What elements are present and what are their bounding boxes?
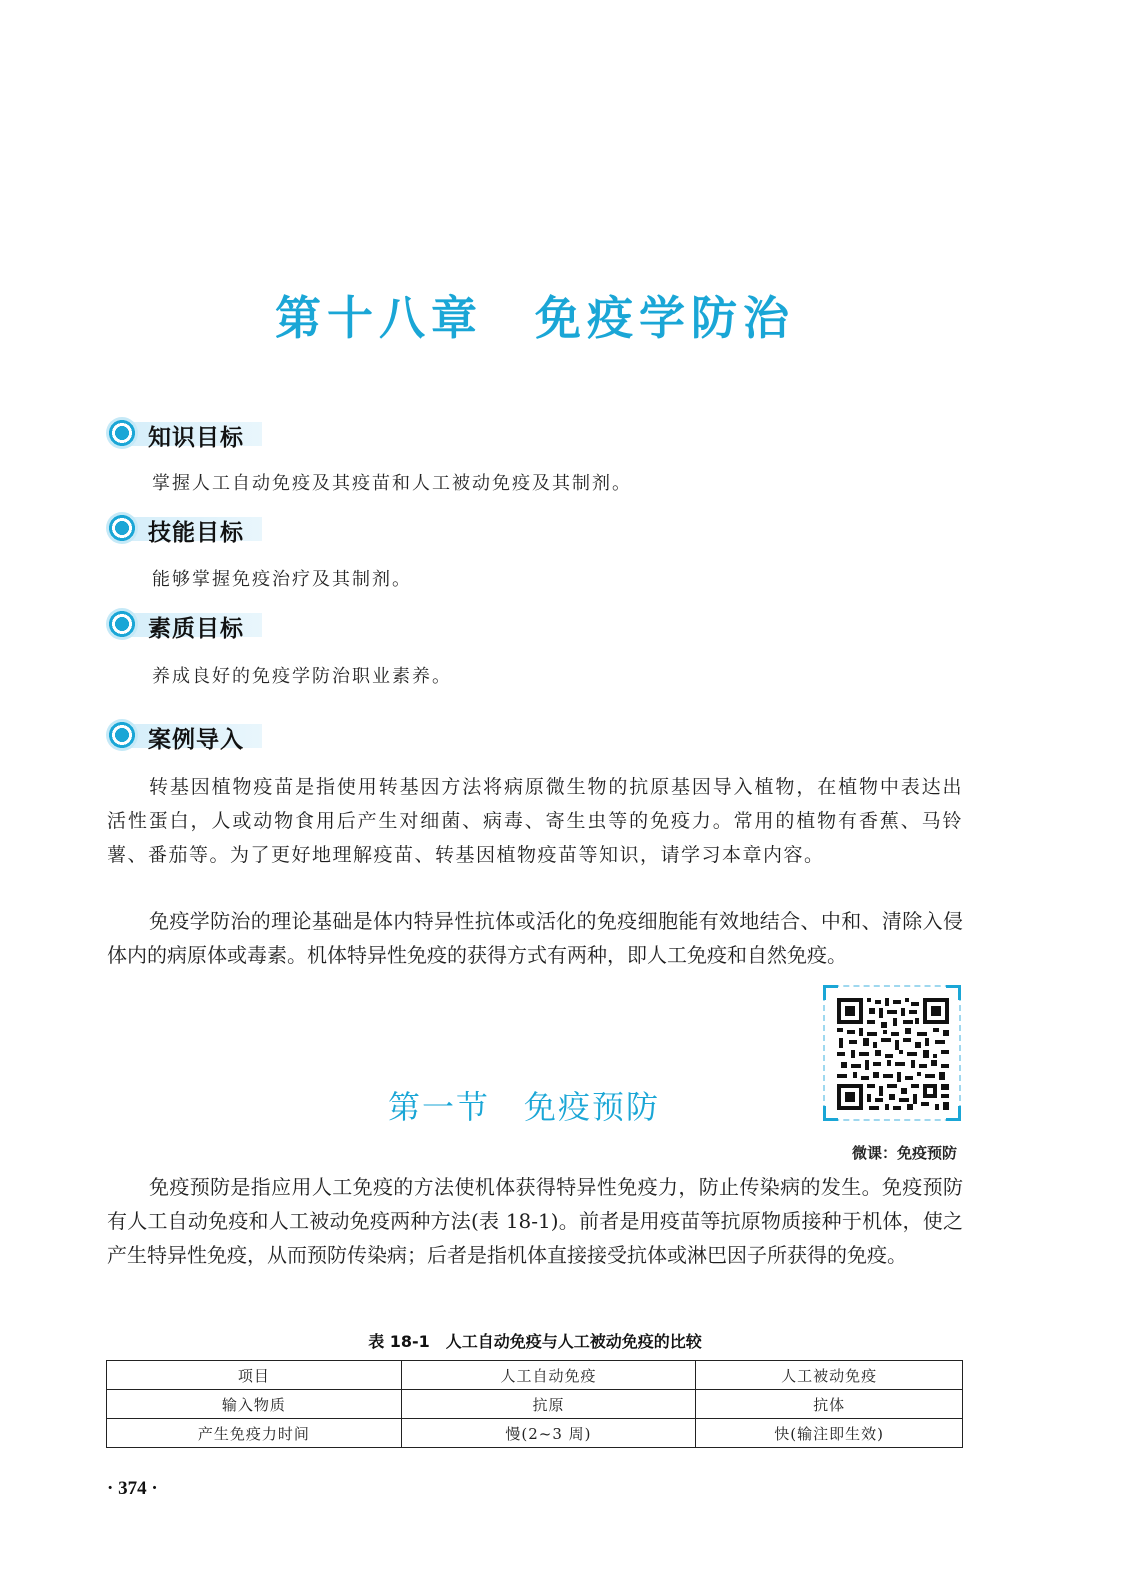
table-cell: 输入物质 [107, 1390, 402, 1419]
table-cell: 快(输注即生效) [696, 1419, 963, 1448]
objective-heading-quality [106, 607, 262, 641]
target-icon [106, 417, 138, 449]
table-header-row [107, 1361, 963, 1390]
comparison-table [106, 1360, 963, 1448]
objective-text-knowledge: 掌握人工自动免疫及其疫苗和人工被动免疫及其制剂。 [152, 473, 632, 494]
table-header-cell: 项目 [107, 1361, 402, 1390]
chapter-title: 第十八章 免疫学防治 [275, 291, 795, 345]
frame-corner [823, 1106, 838, 1121]
table-cell: 产生免疫力时间 [107, 1419, 402, 1448]
table-header-cell: 人工被动免疫 [696, 1361, 963, 1390]
page-number: · 374 · [107, 1478, 158, 1499]
qr-caption: 微课：免疫预防 [851, 1144, 957, 1162]
section-paragraph: 免疫预防是指应用人工免疫的方法使机体获得特异性免疫力，防止传染病的发生。免疫预防有人工自动免疫和人工被动免疫两种方法(表 18-1)。前者是用疫苗等抗原物质接种于机体，使之产生特异性免疫，从而预防传染病；后者是指机体直接接受抗体或淋巴因子所获得的免疫。 [107, 1175, 963, 1267]
table-cell: 抗体 [696, 1390, 963, 1419]
case-intro-heading [106, 718, 262, 752]
target-icon [106, 512, 138, 544]
qr-code-frame[interactable] [823, 985, 961, 1121]
case-intro-text: 转基因植物疫苗是指使用转基因方法将病原微生物的抗原基因导入植物，在植物中表达出活性蛋白，人或动物食用后产生对细菌、病毒、寄生虫等的免疫力。常用的植物有香蕉、马铃薯、番茄等。为了更好地理解疫苗、转基因植物疫苗等知识，请学习本章内容。 [107, 776, 963, 866]
heading-label: 案例导入 [148, 727, 244, 753]
objective-heading-skill [106, 511, 262, 545]
intro-paragraph: 免疫学防治的理论基础是体内特异性抗体或活化的免疫细胞能有效地结合、中和、清除入侵体内的病原体或毒素。机体特异性免疫的获得方式有两种，即人工免疫和自然免疫。 [107, 909, 963, 967]
objective-text-skill: 能够掌握免疫治疗及其制剂。 [152, 569, 412, 590]
target-icon [106, 719, 138, 751]
heading-label: 知识目标 [148, 425, 244, 451]
target-icon [106, 608, 138, 640]
section-title: 第一节 免疫预防 [388, 1088, 661, 1126]
table-row [107, 1419, 963, 1448]
table-caption: 表 18-1 人工自动免疫与人工被动免疫的比较 [368, 1332, 702, 1351]
qr-code-icon [837, 998, 949, 1110]
frame-corner [823, 985, 838, 1000]
heading-label: 技能目标 [148, 520, 244, 546]
table-header-cell: 人工自动免疫 [401, 1361, 696, 1390]
objective-text-quality: 养成良好的免疫学防治职业素养。 [152, 666, 452, 687]
objective-heading-knowledge [106, 416, 262, 450]
table-cell: 慢(2~3 周) [401, 1419, 696, 1448]
heading-label: 素质目标 [148, 616, 244, 642]
table-row [107, 1390, 963, 1419]
table-cell: 抗原 [401, 1390, 696, 1419]
